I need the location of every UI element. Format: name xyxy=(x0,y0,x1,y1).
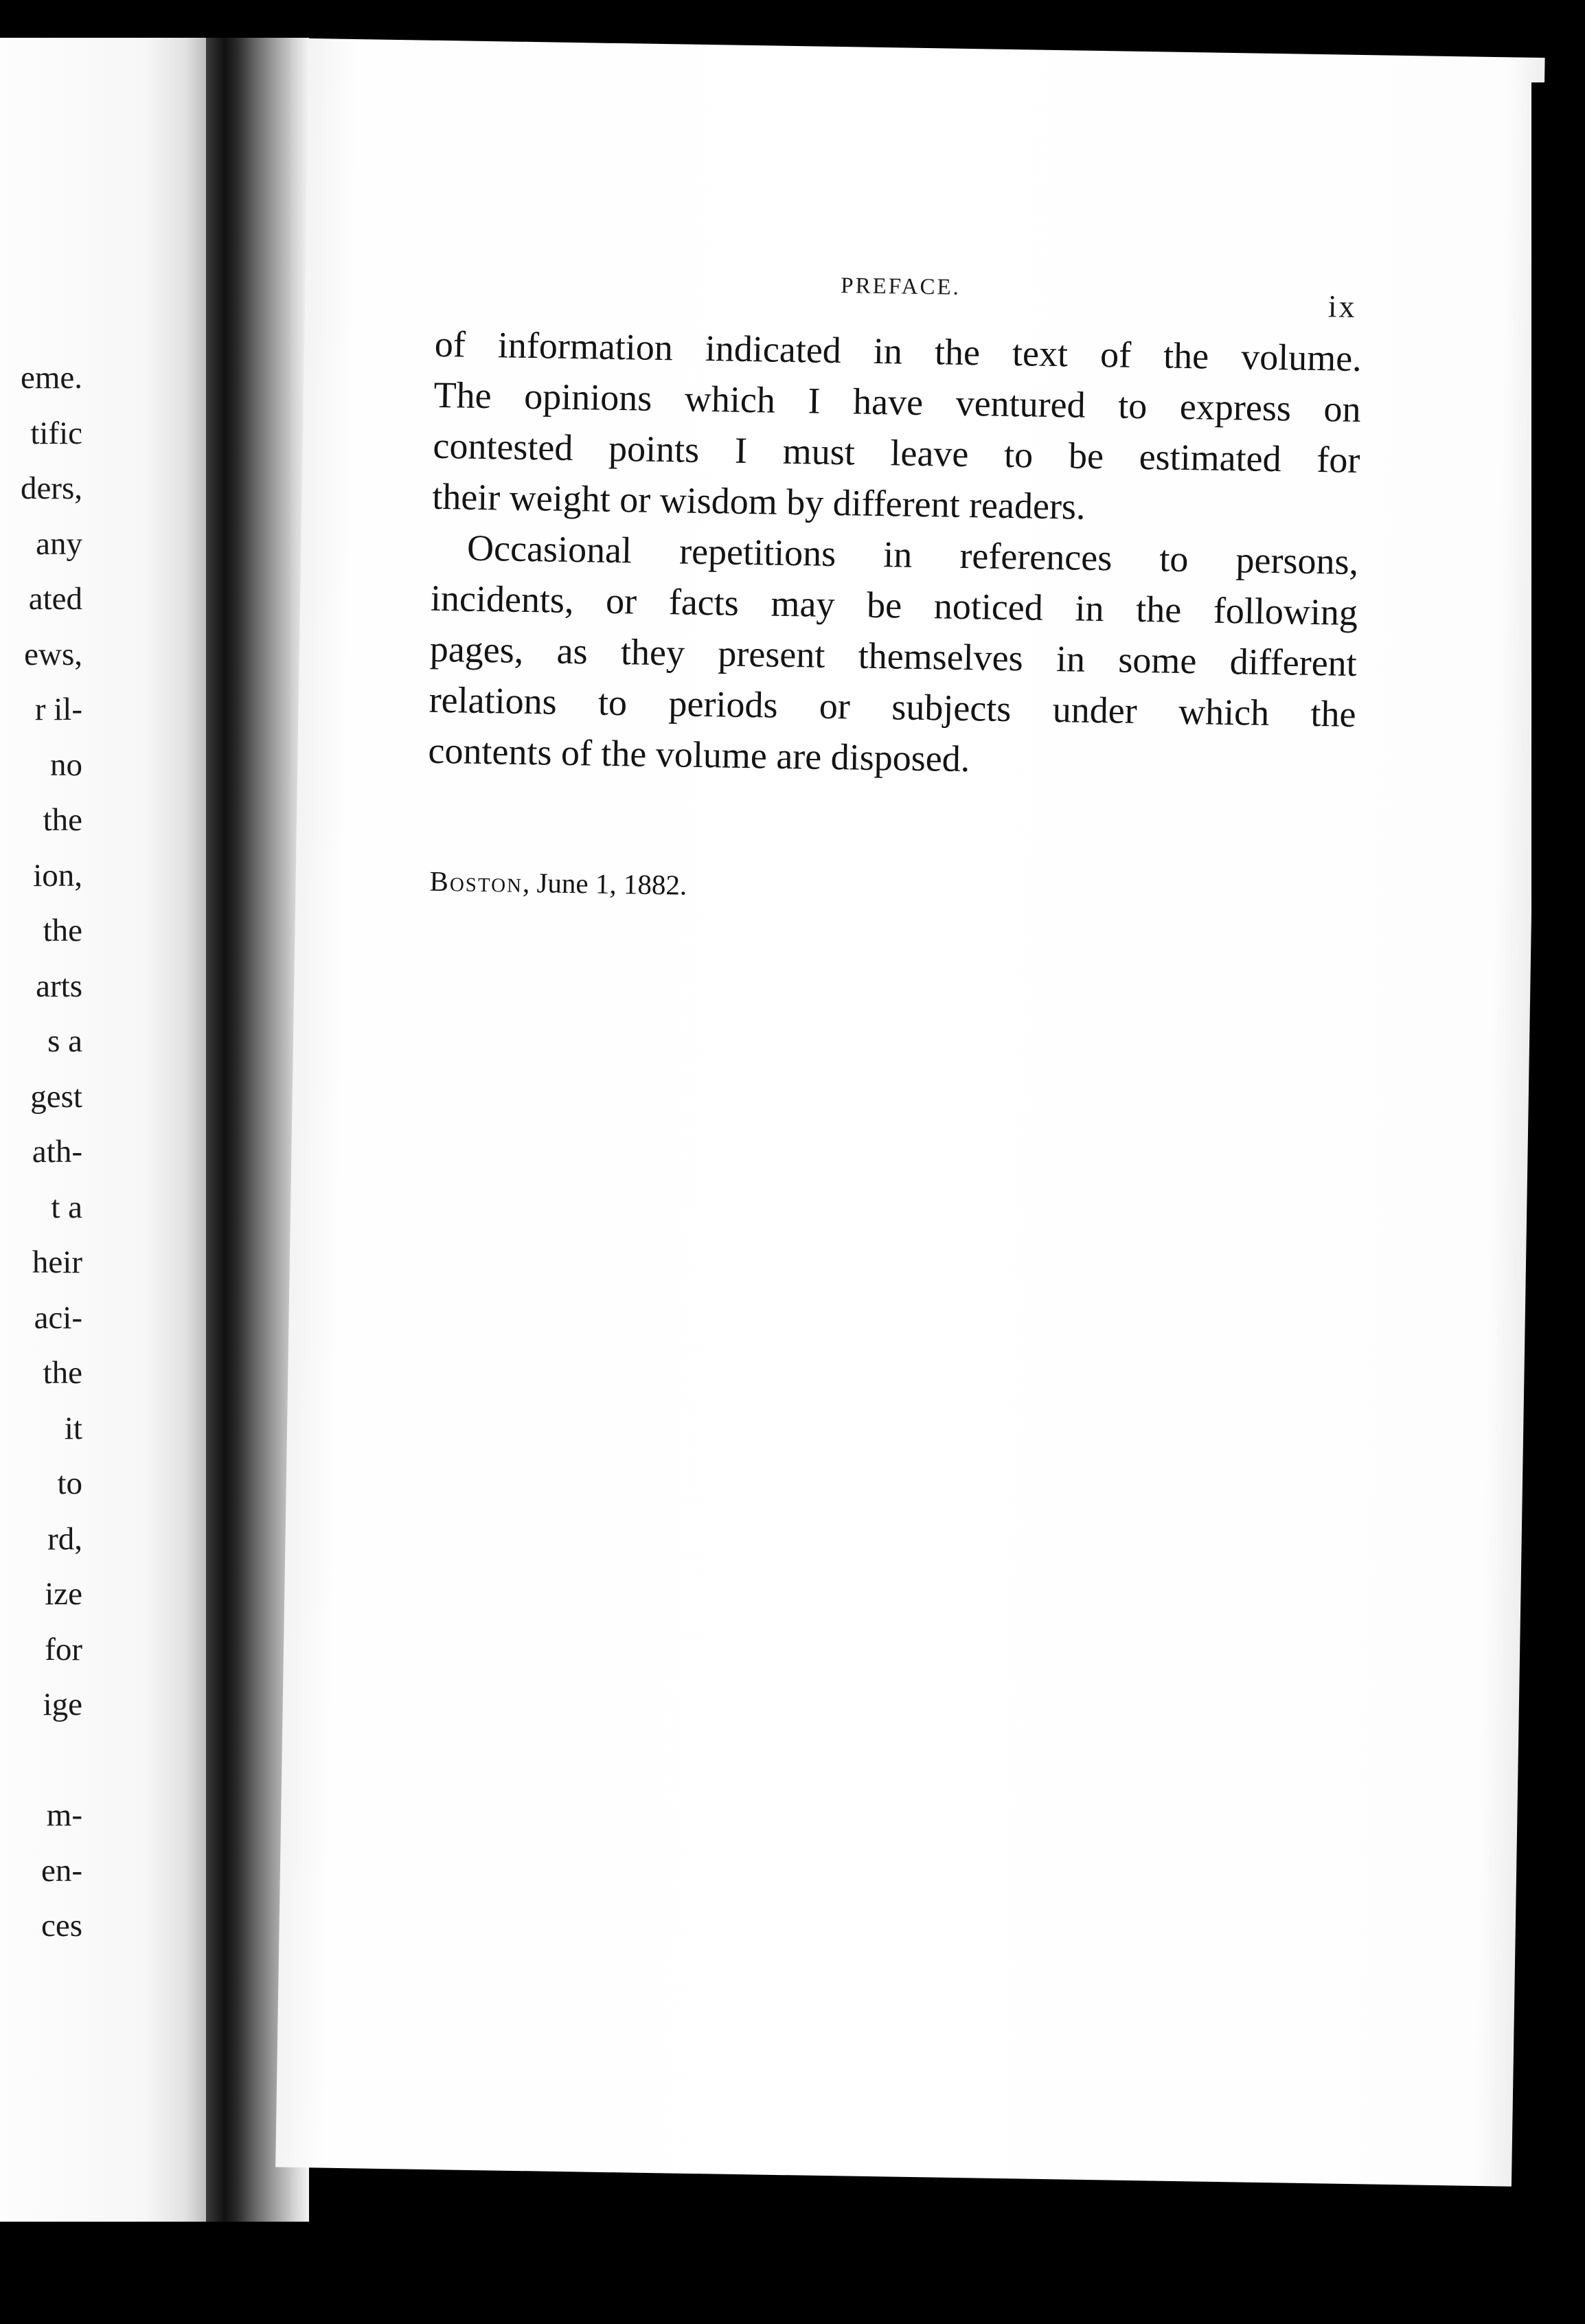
left-fragment-line: heir xyxy=(32,1244,82,1280)
text-line: relations to periods or subjects under which the xyxy=(429,679,1357,735)
left-fragment-line: r il- xyxy=(34,692,82,727)
left-fragment-line: m- xyxy=(46,1797,82,1833)
paragraph xyxy=(432,319,1362,536)
running-head: PREFACE. xyxy=(840,273,961,300)
left-fragment-line: the xyxy=(43,913,82,948)
left-fragment-line: to xyxy=(57,1466,82,1501)
left-fragment-line: t a xyxy=(51,1189,82,1225)
left-fragment-line: the xyxy=(43,1355,82,1391)
left-fragment-line: for xyxy=(45,1631,82,1667)
page-number: ix xyxy=(1327,288,1358,324)
signature-place: Boston xyxy=(429,865,523,898)
left-fragment-line: any xyxy=(36,525,82,562)
left-fragment-line: ion, xyxy=(33,857,82,893)
left-fragment-line: gest xyxy=(30,1078,82,1115)
signature-date: , June 1, 1882. xyxy=(522,866,687,901)
preface-body xyxy=(428,319,1362,790)
text-line: pages, as they present themselves in some different xyxy=(429,628,1358,684)
left-fragment-line xyxy=(0,1733,82,1788)
left-fragment-line: ders, xyxy=(20,470,82,506)
left-fragment-line: tific xyxy=(30,415,82,451)
text-line: contents of the volume are disposed. xyxy=(428,729,970,780)
preface-signature xyxy=(429,865,687,902)
left-fragment-line: en- xyxy=(41,1852,82,1889)
left-fragment-line: ated xyxy=(28,581,82,617)
text-line: contested points I must leave to be estimated for xyxy=(433,424,1360,481)
left-page-text-fragments xyxy=(0,350,82,1954)
left-fragment-line: the xyxy=(43,802,82,838)
preface-page xyxy=(275,38,1544,2187)
left-fragment-line: no xyxy=(50,747,82,783)
text-line: of information indicated in the text of the volume. xyxy=(434,323,1362,380)
scan-border-right xyxy=(1531,82,1585,2211)
left-fragment-line: aci- xyxy=(34,1299,82,1336)
left-fragment-line: s a xyxy=(47,1023,82,1059)
left-fragment-line: ize xyxy=(45,1576,82,1612)
text-line: incidents, or facts may be noticed in the following xyxy=(430,577,1358,633)
left-fragment-line: ath- xyxy=(32,1134,82,1170)
text-line: their weight or wisdom by different readers. xyxy=(431,475,1086,527)
left-fragment-line: ces xyxy=(41,1908,82,1944)
left-fragment-line: arts xyxy=(36,968,82,1004)
left-fragment-line: eme. xyxy=(20,360,82,396)
text-line: Occasional repetitions in references to persons, xyxy=(466,527,1359,582)
left-fragment-line: it xyxy=(64,1410,82,1446)
text-line: The opinions which I have ventured to express on xyxy=(433,374,1361,431)
facing-page-left xyxy=(0,38,206,2222)
paragraph xyxy=(428,522,1359,790)
left-fragment-line: ige xyxy=(43,1687,82,1722)
left-fragment-line: rd, xyxy=(47,1520,82,1557)
left-fragment-line: ews, xyxy=(24,636,82,672)
